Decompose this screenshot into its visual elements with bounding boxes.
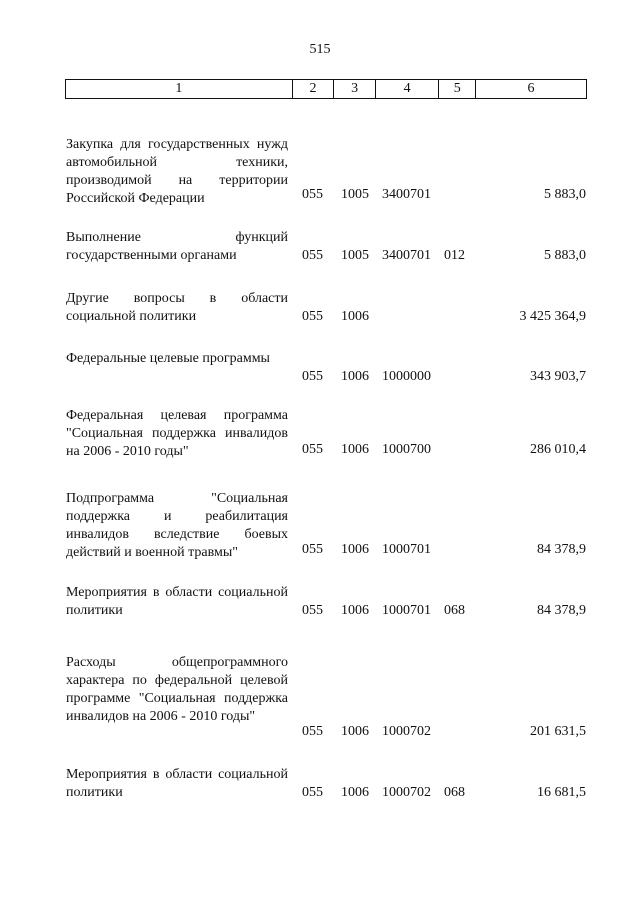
row-type: 068 bbox=[444, 785, 465, 800]
row-description: Федеральные целевые программы bbox=[66, 351, 270, 366]
row-section: 1006 bbox=[341, 603, 369, 618]
row-description: Подпрограмма "Социальная поддержка и реабилитация инвалидов вследствие боевых действий и военной травмы" bbox=[66, 491, 288, 560]
row-description: Расходы общепрограммного характера по федеральной целевой программе "Социальная поддержка инвалидов на 2006 - 2010 годы" bbox=[66, 655, 288, 724]
row-section: 1006 bbox=[341, 542, 369, 557]
column-header-5: 5 bbox=[439, 80, 476, 99]
row-amount: 343 903,7 bbox=[530, 369, 586, 384]
table-row bbox=[0, 229, 640, 265]
row-amount: 286 010,4 bbox=[530, 442, 586, 457]
row-amount: 5 883,0 bbox=[544, 248, 586, 263]
row-amount: 84 378,9 bbox=[537, 603, 586, 618]
row-amount: 201 631,5 bbox=[530, 724, 586, 739]
row-section: 1006 bbox=[341, 785, 369, 800]
row-section: 1006 bbox=[341, 309, 369, 324]
row-description: Федеральная целевая программа "Социальная поддержка инвалидов на 2006 - 2010 годы" bbox=[66, 408, 288, 459]
column-header-3: 3 bbox=[334, 80, 376, 99]
table-row bbox=[0, 290, 640, 326]
table-row bbox=[0, 407, 640, 459]
row-description: Мероприятия в области социальной политики bbox=[66, 767, 288, 800]
row-code: 055 bbox=[302, 442, 323, 457]
row-target: 1000000 bbox=[382, 369, 431, 384]
page-number: 515 bbox=[309, 42, 331, 57]
row-section: 1005 bbox=[341, 187, 369, 202]
table-row bbox=[0, 766, 640, 802]
table-row bbox=[0, 490, 640, 559]
row-code: 055 bbox=[302, 369, 323, 384]
table-row bbox=[0, 654, 640, 741]
row-target: 1000701 bbox=[382, 542, 431, 557]
row-code: 055 bbox=[302, 309, 323, 324]
row-target: 1000700 bbox=[382, 442, 431, 457]
row-amount: 5 883,0 bbox=[544, 187, 586, 202]
row-type: 068 bbox=[444, 603, 465, 618]
row-code: 055 bbox=[302, 187, 323, 202]
row-code: 055 bbox=[302, 785, 323, 800]
row-code: 055 bbox=[302, 603, 323, 618]
row-amount: 16 681,5 bbox=[537, 785, 586, 800]
row-description: Мероприятия в области социальной политики bbox=[66, 585, 288, 618]
row-target: 3400701 bbox=[382, 187, 431, 202]
column-header-4: 4 bbox=[375, 80, 438, 99]
table-row bbox=[0, 136, 640, 204]
row-code: 055 bbox=[302, 724, 323, 739]
row-target: 1000702 bbox=[382, 785, 431, 800]
row-description: Закупка для государственных нужд автомобильной техники, производимой на территории Российской Федерации bbox=[66, 137, 288, 206]
row-amount: 84 378,9 bbox=[537, 542, 586, 557]
column-header-6: 6 bbox=[476, 80, 587, 99]
row-code: 055 bbox=[302, 248, 323, 263]
row-section: 1006 bbox=[341, 442, 369, 457]
row-code: 055 bbox=[302, 542, 323, 557]
column-header-2: 2 bbox=[292, 80, 334, 99]
table-row bbox=[0, 584, 640, 620]
row-description: Другие вопросы в области социальной политики bbox=[66, 291, 288, 324]
row-type: 012 bbox=[444, 248, 465, 263]
row-target: 1000701 bbox=[382, 603, 431, 618]
row-section: 1005 bbox=[341, 248, 369, 263]
row-target: 3400701 bbox=[382, 248, 431, 263]
row-section: 1006 bbox=[341, 724, 369, 739]
row-amount: 3 425 364,9 bbox=[519, 309, 586, 324]
row-description: Выполнение функций государственными органами bbox=[66, 230, 288, 263]
column-header-1: 1 bbox=[66, 80, 293, 99]
table-row bbox=[0, 350, 640, 386]
row-target: 1000702 bbox=[382, 724, 431, 739]
row-section: 1006 bbox=[341, 369, 369, 384]
